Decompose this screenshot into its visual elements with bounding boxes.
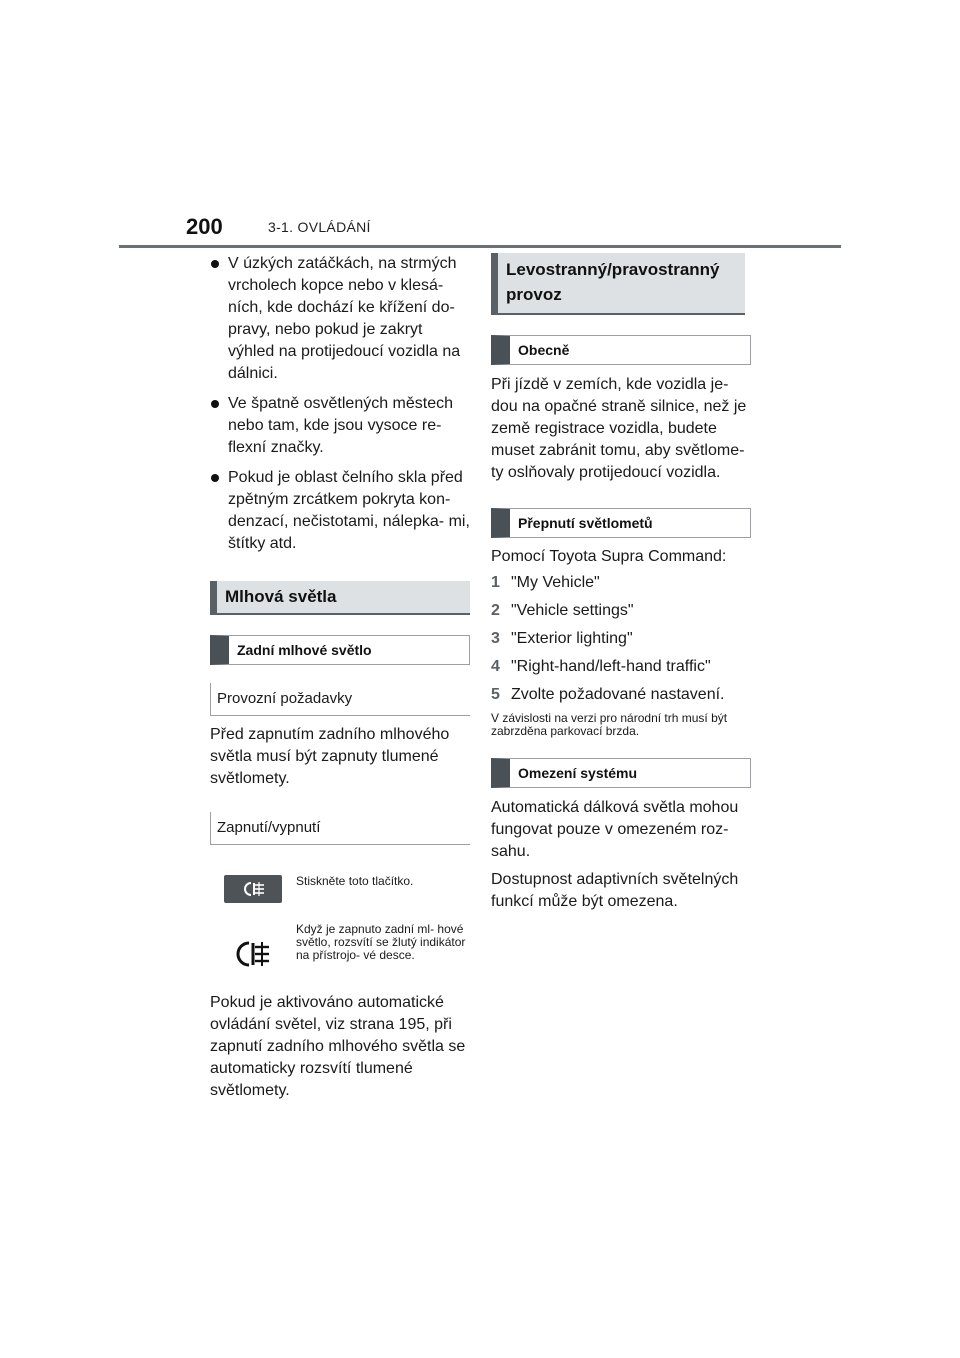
general-text: Při jízdě v zemích, kde vozidla je- dou na opačné straně silnice, než je země registrace vozidla, budete muset zabránit tomu, aby světlome- ty oslňovaly protijedoucí vozidla. [491,376,747,481]
left-column [210,253,470,1102]
step-number: 4 [491,658,500,675]
step-number: 2 [491,602,500,619]
icon-row-text: Stiskněte toto tlačítko. [296,874,414,888]
parking-brake-note: V závislosti na verzi pro národní trh musí být zabrzděna parkovací brzda. [491,711,728,738]
requirements-text: Před zapnutím zadního mlhového světla musí být zapnuty tlumené světlomety. [210,726,450,787]
subsection-title-system-limits: Omezení systému [491,758,751,788]
header-rule [119,245,841,248]
step-text: "My Vehicle" [511,574,600,591]
step-text: Zvolte požadované nastavení. [511,686,725,703]
step-number: 1 [491,574,500,591]
limits-text: Dostupnost adaptivních světelných funkcí může být omezena. [491,871,739,910]
step-number: 3 [491,630,500,647]
icon-row-button [210,875,470,903]
limits-text: Automatická dálková světla mohou fungovat pouze v omezeném roz- sahu. [491,799,739,860]
command-intro: Pomocí Toyota Supra Command: [491,548,727,565]
subsection-title-rear-fog: Zadní mlhové světlo [210,635,470,665]
rear-fog-button-icon [224,875,282,903]
subsection-title-switch-headlights: Přepnutí světlometů [491,508,751,538]
step-item [491,656,751,678]
bullet-item: Pokud je oblast čelního skla před zpětným zrcátkem pokryta kon- denzací, nečistotami, nálepka- mi, štítky atd. [210,467,470,555]
bullet-item: Ve špatně osvětlených městech nebo tam, kde jsou vysoce re- flexní značky. [210,393,470,459]
subsection-title-general: Obecně [491,335,751,365]
step-item [491,572,751,594]
step-item [491,600,751,622]
step-item [491,628,751,650]
step-text: "Exterior lighting" [511,630,633,647]
icon-row-text: Když je zapnuto zadní ml- hové světlo, rozsvítí se žlutý indikátor na přístrojo- vé desce. [296,922,466,962]
requirements-heading: Provozní požadavky [210,683,470,716]
switch-heading: Zapnutí/vypnutí [210,812,470,845]
step-text: "Vehicle settings" [511,602,634,619]
rear-fog-indicator-icon [233,939,273,976]
step-item [491,684,751,706]
right-column [491,253,751,913]
page-number: 200 [186,214,223,239]
step-number: 5 [491,686,500,703]
step-text: "Right-hand/left-hand traffic" [511,658,711,675]
section-title-traffic-side: Levostranný/pravostranný provoz [491,253,745,315]
auto-lights-text: Pokud je aktivováno automatické ovládání světel, viz strana 195, při zapnutí zadního mlhového světla se automaticky rozsvítí tlumené světlomety. [210,994,466,1099]
chapter-title: 3-1. OVLÁDÁNÍ [268,219,371,235]
bullet-item: V úzkých zatáčkách, na strmých vrcholech kopce nebo v klesá- ních, kde dochází ke křížení do- pravy, nebo pokud je zakryt výhled na protijedoucí vozidla na dálnici. [210,253,470,385]
icon-row-indicator [210,923,470,976]
section-title-fog-lights: Mlhová světla [210,581,470,615]
